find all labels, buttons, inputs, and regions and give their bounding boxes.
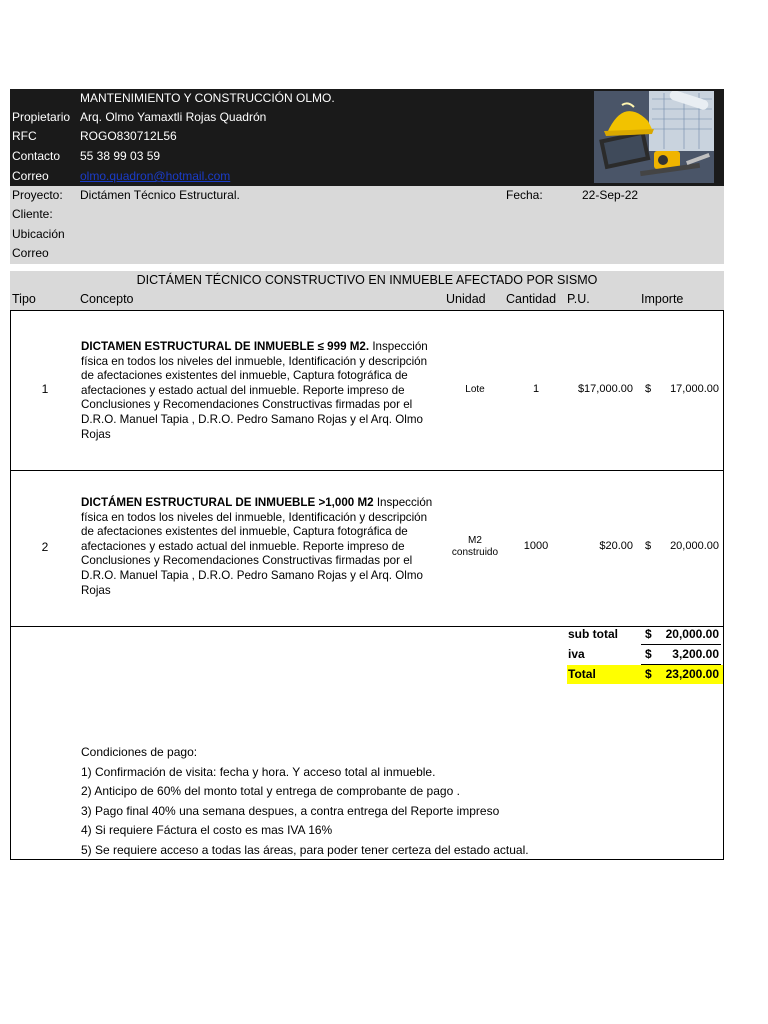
item-title: DICTAMEN ESTRUCTURAL DE INMUEBLE ≤ 999 M2. xyxy=(81,340,370,353)
header-unidad: Unidad xyxy=(446,292,486,306)
rfc-label: RFC xyxy=(12,129,37,143)
proyecto-value: Dictámen Técnico Estructural. xyxy=(80,188,240,202)
email-link[interactable]: olmo.quadron@hotmail.com xyxy=(80,169,231,183)
header-concepto: Concepto xyxy=(80,292,134,306)
item-currency: $ xyxy=(645,540,652,552)
construction-tools-illustration xyxy=(594,91,714,183)
condition-item: 2) Anticipo de 60% del monto total y entrega de comprobante de pago . xyxy=(81,784,460,798)
item-unit-price: $20.00 xyxy=(599,540,633,552)
item-title: DICTÁMEN ESTRUCTURAL DE INMUEBLE >1,000 M2 xyxy=(81,496,374,509)
iva-currency: $ xyxy=(645,647,652,661)
item-text: Inspección física en todos los niveles del inmueble, Identificación y descripción de afectaciones existentes del inmueble, Captura fotográfica de afectaciones y estado actual del inmueble. Reporte impreso de Conclusiones y Recomendaciones Constructivas firmadas por el D.R.O. Manuel Tapia , D.R.O. Pedro Samano Rojas y el Arq. Olmo Rojas xyxy=(81,496,433,597)
item-amount: 20,000.00 xyxy=(670,540,719,552)
condition-item: 3) Pago final 40% una semana despues, a contra entrega del Reporte impreso xyxy=(81,803,500,818)
header-tipo: Tipo xyxy=(12,292,36,306)
total-row xyxy=(567,665,723,684)
item-unit xyxy=(443,384,507,396)
item-number: 1 xyxy=(41,382,49,396)
correo-label: Correo xyxy=(12,246,49,260)
subtotal-row xyxy=(567,625,723,644)
cliente-label: Cliente: xyxy=(12,207,53,221)
construction-tools-photo xyxy=(594,91,714,183)
condition-item: 4) Si requiere Fáctura el costo es mas IVA 16% xyxy=(81,823,333,837)
company-name: MANTENIMIENTO Y CONSTRUCCIÓN OLMO. xyxy=(80,91,335,105)
owner-label: Propietario xyxy=(12,110,71,124)
item-unit-line2: construido xyxy=(451,547,499,558)
subtotal-value: 20,000.00 xyxy=(665,627,719,641)
owner-value: Arq. Olmo Yamaxtli Rojas Quadrón xyxy=(80,110,267,124)
table-row xyxy=(10,470,724,627)
conditions-title: Condiciones de pago: xyxy=(81,745,198,759)
iva-row xyxy=(567,645,723,664)
contact-label: Contacto xyxy=(12,149,61,163)
item-quantity: 1000 xyxy=(523,540,549,552)
rfc-value: ROGO830712L56 xyxy=(80,129,177,143)
iva-value: 3,200.00 xyxy=(672,647,719,661)
proyecto-label: Proyecto: xyxy=(12,188,63,202)
header-pu: P.U. xyxy=(567,292,590,306)
item-currency: $ xyxy=(645,383,652,395)
payment-conditions xyxy=(81,743,529,860)
item-unit-line1: M2 xyxy=(468,535,482,546)
table-row xyxy=(10,310,724,472)
item-text: Inspección física en todos los niveles del inmueble, Identificación y descripción de afectaciones existentes del inmueble, Captura fotográfica de afectaciones y estado actual del inmueble. Reporte impreso de Conclusiones y Recomendaciones Constructivas firmadas por el D.R.O. Manuel Tapia , D.R.O. Pedro Samano Rojas y el Arq. Olmo Rojas xyxy=(81,340,428,441)
fecha-value: 22-Sep-22 xyxy=(582,188,639,202)
ubicacion-label: Ubicación xyxy=(12,227,65,241)
item-unit xyxy=(443,535,507,559)
fecha-label: Fecha: xyxy=(506,188,543,202)
total-label: Total xyxy=(568,667,596,681)
project-info xyxy=(10,186,724,264)
totals-and-conditions xyxy=(10,626,724,860)
total-value: 23,200.00 xyxy=(665,667,719,681)
condition-item: 5) Se requiere acceso a todas las áreas, para poder tener certeza del estado actual. xyxy=(81,842,529,857)
item-number: 2 xyxy=(41,540,49,554)
contact-value: 55 38 99 03 59 xyxy=(80,149,161,163)
subtotal-currency: $ xyxy=(645,627,652,641)
item-amount: 17,000.00 xyxy=(670,383,719,395)
table-caption: DICTÁMEN TÉCNICO CONSTRUCTIVO EN INMUEBLE AFECTADO POR SISMO xyxy=(136,273,598,287)
header-importe: Importe xyxy=(641,292,684,306)
item-unit-line1: Lote xyxy=(465,384,485,395)
item-description xyxy=(81,340,441,442)
subtotal-label: sub total xyxy=(568,627,618,641)
item-description xyxy=(81,496,441,598)
item-unit-price: $17,000.00 xyxy=(577,383,633,395)
condition-item: 1) Confirmación de visita: fecha y hora. Y acceso total al inmueble. xyxy=(81,764,436,779)
iva-label: iva xyxy=(568,647,585,661)
item-quantity: 1 xyxy=(532,383,540,395)
header-cantidad: Cantidad xyxy=(506,292,557,306)
email-label: Correo xyxy=(12,169,49,183)
table-header xyxy=(10,271,724,310)
total-currency: $ xyxy=(645,667,652,681)
